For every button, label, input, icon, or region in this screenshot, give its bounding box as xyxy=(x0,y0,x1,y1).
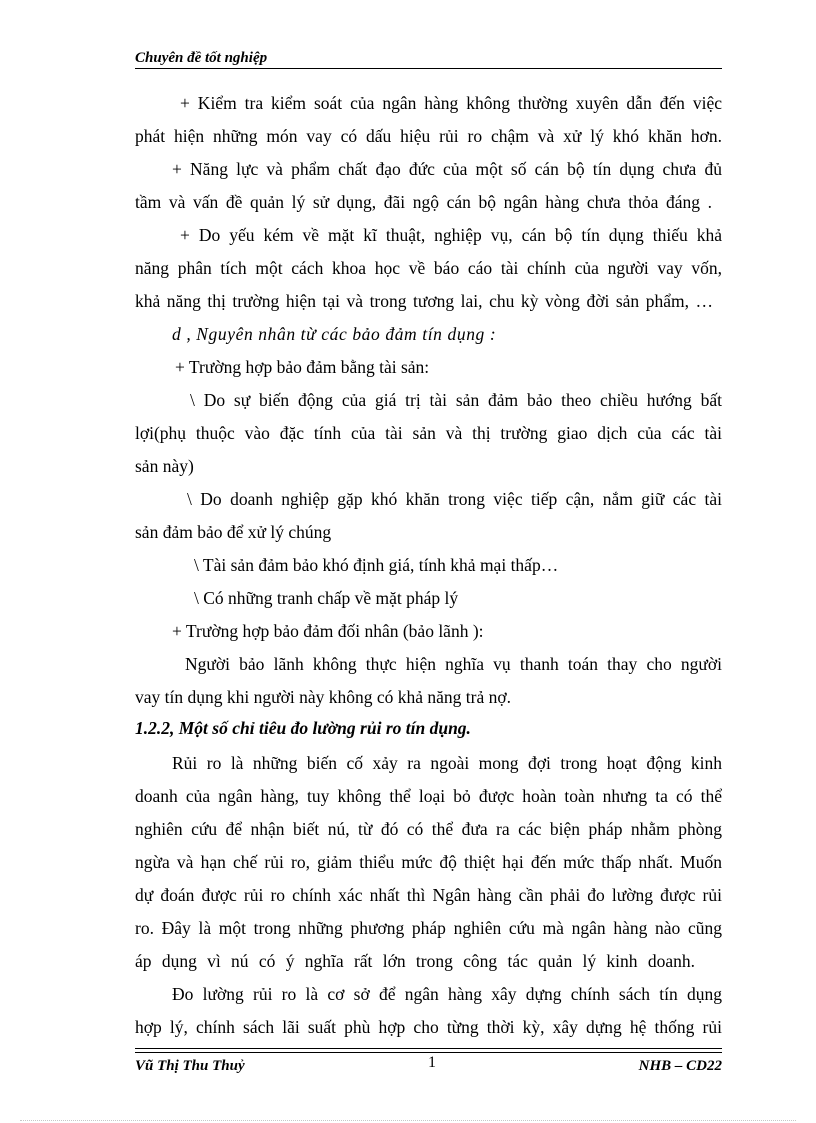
text-line: \ Do doanh nghiệp gặp khó khăn trong việc tiếp cận, nắm giữ các tài xyxy=(187,489,722,509)
header-rule xyxy=(135,68,722,69)
text-line: lợi(phụ thuộc vào đặc tính của tài sản và thị trường giao dịch của các tài xyxy=(135,423,722,443)
text-line: áp dụng vì nú có ý nghĩa rất lớn trong công tác quản lý kinh doanh. xyxy=(135,951,695,971)
text-line: Đo lường rủi ro là cơ sở để ngân hàng xây dựng chính sách tín dụng xyxy=(172,984,722,1004)
text-line: tầm và vấn đề quản lý sử dụng, đãi ngộ cán bộ ngân hàng chưa thỏa đáng . xyxy=(135,192,712,212)
text-line: dự đoán được rủi ro chính xác nhất thì Ngân hàng cần phải đo lường được rủi xyxy=(135,885,722,905)
header-title: Chuyên đề tốt nghiệp xyxy=(135,50,268,66)
text-line: + Trường hợp bảo đảm bằng tài sản: xyxy=(175,357,430,377)
text-line: sản này) xyxy=(135,456,194,476)
text-line: \ Có những tranh chấp về mặt pháp lý xyxy=(194,588,459,608)
footer-class-code: NHB – CD22 xyxy=(638,1058,722,1074)
text-line: Người bảo lãnh không thực hiện nghĩa vụ thanh toán thay cho người xyxy=(185,654,722,674)
text-line: + Trường hợp bảo đảm đối nhân (bảo lãnh ): xyxy=(172,621,484,641)
subsection-heading: d , Nguyên nhân từ các bảo đảm tín dụng : xyxy=(172,324,497,344)
footer-author: Vũ Thị Thu Thuỷ xyxy=(135,1058,245,1074)
text-line: Rủi ro là những biến cố xảy ra ngoài mong đợi trong hoạt động kinh xyxy=(172,753,722,773)
footer-rule xyxy=(135,1048,722,1049)
text-line: + Kiểm tra kiểm soát của ngân hàng không thường xuyên dẫn đến việc xyxy=(180,93,722,113)
page-edge-divider xyxy=(20,1120,796,1121)
text-line: khả năng thị trường hiện tại và trong tương lai, chu kỳ vòng đời sản phẩm, … xyxy=(135,291,713,311)
text-line: ro. Đây là một trong những phương pháp nghiên cứu mà ngân hàng nào cũng xyxy=(135,918,722,938)
text-line: phát hiện những món vay có dấu hiệu rủi ro chậm và xử lý khó khăn hơn. xyxy=(135,126,722,146)
text-line: \ Tài sản đảm bảo khó định giá, tính khả mại thấp… xyxy=(194,555,559,575)
text-line: năng phân tích một cách khoa học về báo cáo tài chính của người vay vốn, xyxy=(135,258,722,278)
text-line: sản đảm bảo để xử lý chúng xyxy=(135,522,332,542)
text-line: nghiên cứu để nhận biết nú, từ đó có thể đưa ra các biện pháp nhằm phòng xyxy=(135,819,722,839)
text-line: \ Do sự biến động của giá trị tài sản đảm bảo theo chiều hướng bất xyxy=(190,390,722,410)
page-header xyxy=(135,48,722,68)
text-line: vay tín dụng khi người này không có khả năng trả nợ. xyxy=(135,687,511,707)
text-line: + Do yếu kém về mặt kĩ thuật, nghiệp vụ, cán bộ tín dụng thiếu khả xyxy=(180,225,722,245)
page-footer xyxy=(135,1048,722,1078)
text-line: + Năng lực và phẩm chất đạo đức của một số cán bộ tín dụng chưa đủ xyxy=(172,159,722,179)
page-number: 1 xyxy=(428,1054,436,1071)
text-line: ngừa và hạn chế rủi ro, giảm thiểu mức độ thiệt hại đến mức thấp nhất. Muốn xyxy=(135,852,722,872)
footer-rule xyxy=(135,1052,722,1053)
text-line: hợp lý, chính sách lãi suất phù hợp cho từng thời kỳ, xây dựng hệ thống rủi xyxy=(135,1017,722,1037)
text-line: doanh của ngân hàng, tuy không thể loại bỏ được hoàn toàn nhưng ta có thể xyxy=(135,786,722,806)
section-heading: 1.2.2, Một số chỉ tiêu đo lường rủi ro tín dụng. xyxy=(135,718,471,738)
